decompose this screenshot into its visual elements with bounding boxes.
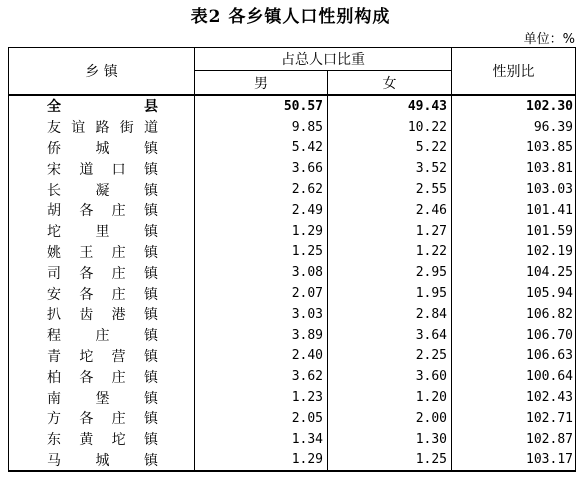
- row-name: 全县: [9, 95, 195, 117]
- row-male: 50.57: [195, 95, 328, 117]
- row-name: 程庄镇: [9, 325, 195, 346]
- row-female: 2.00: [328, 408, 452, 429]
- row-name: 柏各庄镇: [9, 366, 195, 387]
- table-row: [9, 221, 576, 242]
- row-male: 1.25: [195, 242, 328, 263]
- row-female: 1.27: [328, 221, 452, 242]
- row-name: 坨里镇: [9, 221, 195, 242]
- row-ratio: 102.30: [452, 95, 576, 117]
- row-female: 3.60: [328, 366, 452, 387]
- table-row: [9, 117, 576, 138]
- table-row: [9, 179, 576, 200]
- header-male: 男: [195, 71, 328, 96]
- header-sex-ratio: 性别比: [452, 48, 576, 96]
- row-male: 3.03: [195, 304, 328, 325]
- table-row: [9, 408, 576, 429]
- row-male: 1.29: [195, 450, 328, 472]
- row-female: 1.25: [328, 450, 452, 472]
- row-male: 2.05: [195, 408, 328, 429]
- header-female: 女: [328, 71, 452, 96]
- row-male: 1.23: [195, 387, 328, 408]
- row-female: 2.55: [328, 179, 452, 200]
- row-female: 10.22: [328, 117, 452, 138]
- row-ratio: 106.82: [452, 304, 576, 325]
- row-female: 1.20: [328, 387, 452, 408]
- row-name: 马城镇: [9, 450, 195, 472]
- row-female: 2.25: [328, 346, 452, 367]
- table-row: [9, 366, 576, 387]
- row-female: 1.95: [328, 283, 452, 304]
- row-ratio: 103.03: [452, 179, 576, 200]
- row-ratio: 105.94: [452, 283, 576, 304]
- row-ratio: 96.39: [452, 117, 576, 138]
- row-male: 2.07: [195, 283, 328, 304]
- row-female: 2.95: [328, 262, 452, 283]
- row-female: 3.64: [328, 325, 452, 346]
- row-male: 5.42: [195, 138, 328, 159]
- table-row: [9, 158, 576, 179]
- row-ratio: 103.81: [452, 158, 576, 179]
- row-name: 胡各庄镇: [9, 200, 195, 221]
- table-row: [9, 304, 576, 325]
- row-ratio: 101.59: [452, 221, 576, 242]
- header-share: 占总人口比重: [195, 48, 452, 71]
- row-name: 友谊路街道: [9, 117, 195, 138]
- row-name: 司各庄镇: [9, 262, 195, 283]
- header-township: 乡 镇: [9, 48, 195, 96]
- table-row: [9, 283, 576, 304]
- row-male: 2.49: [195, 200, 328, 221]
- row-name: 方各庄镇: [9, 408, 195, 429]
- row-ratio: 103.85: [452, 138, 576, 159]
- row-ratio: 102.19: [452, 242, 576, 263]
- table-row: [9, 138, 576, 159]
- row-male: 2.40: [195, 346, 328, 367]
- row-ratio: 101.41: [452, 200, 576, 221]
- row-name: 东黄坨镇: [9, 429, 195, 450]
- row-male: 1.34: [195, 429, 328, 450]
- table-row: [9, 429, 576, 450]
- row-name: 姚王庄镇: [9, 242, 195, 263]
- row-name: 安各庄镇: [9, 283, 195, 304]
- table-row: [9, 450, 576, 472]
- table-row: [9, 200, 576, 221]
- row-name: 青坨营镇: [9, 346, 195, 367]
- row-female: 49.43: [328, 95, 452, 117]
- row-female: 3.52: [328, 158, 452, 179]
- row-female: 1.30: [328, 429, 452, 450]
- population-sex-table: [8, 47, 576, 472]
- row-male: 9.85: [195, 117, 328, 138]
- row-male: 2.62: [195, 179, 328, 200]
- row-name: 南堡镇: [9, 387, 195, 408]
- row-name: 侨城镇: [9, 138, 195, 159]
- table-row: [9, 325, 576, 346]
- row-name: 扒齿港镇: [9, 304, 195, 325]
- row-ratio: 106.63: [452, 346, 576, 367]
- row-male: 3.62: [195, 366, 328, 387]
- row-name: 宋道口镇: [9, 158, 195, 179]
- table-row: [9, 387, 576, 408]
- row-ratio: 103.17: [452, 450, 576, 472]
- row-female: 2.46: [328, 200, 452, 221]
- row-female: 1.22: [328, 242, 452, 263]
- row-ratio: 100.64: [452, 366, 576, 387]
- row-male: 3.66: [195, 158, 328, 179]
- table-row: [9, 242, 576, 263]
- row-male: 3.08: [195, 262, 328, 283]
- row-ratio: 102.87: [452, 429, 576, 450]
- row-male: 1.29: [195, 221, 328, 242]
- table-row: [9, 262, 576, 283]
- row-name: 长凝镇: [9, 179, 195, 200]
- table-row-total: [9, 95, 576, 117]
- row-ratio: 106.70: [452, 325, 576, 346]
- unit-label: 单位：%: [523, 32, 575, 47]
- row-female: 5.22: [328, 138, 452, 159]
- row-male: 3.89: [195, 325, 328, 346]
- row-ratio: 102.71: [452, 408, 576, 429]
- row-ratio: 104.25: [452, 262, 576, 283]
- table-row: [9, 346, 576, 367]
- row-ratio: 102.43: [452, 387, 576, 408]
- row-female: 2.84: [328, 304, 452, 325]
- table-title: 表2 各乡镇人口性别构成: [190, 7, 391, 27]
